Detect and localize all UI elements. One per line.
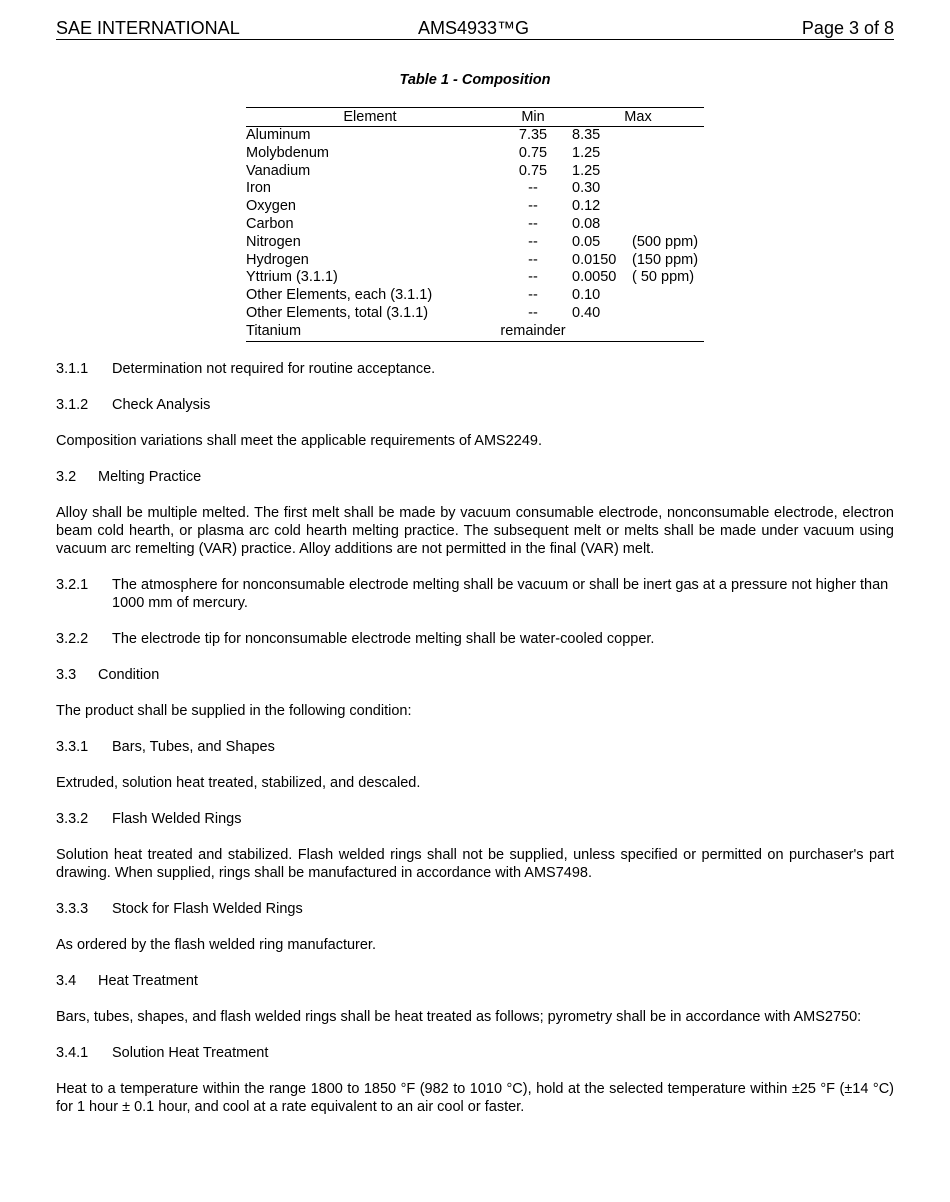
section-text: The atmosphere for nonconsumable electrode melting shall be vacuum or shall be inert gas at a pressure not higher than 1000 mm of mercury. <box>112 577 889 611</box>
ppm-cell: (500 ppm) <box>632 233 699 250</box>
max-cell: 1.25 <box>572 144 601 161</box>
paragraph-check-analysis: Composition variations shall meet the applicable requirements of AMS2249. <box>56 433 543 449</box>
element-cell: Aluminum <box>246 127 311 143</box>
section-number: 3.2.1 <box>56 577 89 593</box>
paragraph-solution-heat-treatment: Heat to a temperature within the range 1800 to 1850 °F (982 to 1010 °C), hold at the selected temperature within ±25 °F (±14 °C) for 1 hour ± 0.1 hour, and cool at a rate equivalent to an air cool or faster. <box>56 1081 894 1115</box>
column-header-min: Min <box>494 108 572 127</box>
composition-table <box>246 107 704 342</box>
element-cell: Hydrogen <box>246 251 309 268</box>
max-cell: 0.0050 <box>572 269 617 286</box>
section-3-1-2-heading <box>56 396 894 414</box>
section-title: Check Analysis <box>112 397 211 413</box>
section-title: Bars, Tubes, and Shapes <box>112 739 275 755</box>
max-cell <box>572 323 632 341</box>
min-cell: remainder <box>494 323 572 341</box>
ppm-cell <box>632 198 704 216</box>
min-cell: 0.75 <box>518 162 548 179</box>
column-header-element: Element <box>246 108 494 127</box>
max-cell: 0.40 <box>572 304 601 321</box>
table-row <box>246 216 704 234</box>
table-row <box>246 287 704 305</box>
ppm-cell <box>632 216 704 234</box>
ppm-cell <box>632 145 704 163</box>
paragraph-bars-tubes-shapes: Extruded, solution heat treated, stabilized, and descaled. <box>56 775 421 791</box>
ppm-cell: ( 50 ppm) <box>632 269 695 286</box>
element-cell: Nitrogen <box>246 233 301 250</box>
paragraph-flash-welded-rings: Solution heat treated and stabilized. Flash welded rings shall not be supplied, unless specified or permitted on purchaser's part drawing. When supplied, rings shall be manufactured in accordance with AMS7498. <box>56 847 894 881</box>
section-3-1-1 <box>56 360 894 378</box>
section-title: Condition <box>98 667 160 683</box>
max-cell: 0.10 <box>572 287 601 304</box>
document-body <box>56 360 894 1116</box>
min-cell: -- <box>528 180 538 197</box>
table-row <box>246 180 704 198</box>
section-3-3-1-heading <box>56 738 894 756</box>
min-cell: -- <box>528 215 538 232</box>
page-header <box>56 17 894 40</box>
max-cell: 8.35 <box>572 127 601 143</box>
min-cell: 7.35 <box>518 127 548 143</box>
max-cell: 0.12 <box>572 198 601 215</box>
section-3-3-heading <box>56 666 894 684</box>
table-row <box>246 234 704 252</box>
min-cell: 0.75 <box>518 144 548 161</box>
element-cell: Other Elements, each (3.1.1) <box>246 287 433 304</box>
table-header-row <box>246 108 704 127</box>
section-number: 3.3.1 <box>56 739 89 755</box>
ppm-cell <box>632 287 704 305</box>
table-row <box>246 269 704 287</box>
section-number: 3.4 <box>56 973 77 989</box>
table-row <box>246 163 704 181</box>
paragraph-condition: The product shall be supplied in the following condition: <box>56 703 412 719</box>
element-cell: Molybdenum <box>246 144 330 161</box>
section-number: 3.3 <box>56 667 77 683</box>
section-number: 3.3.2 <box>56 811 89 827</box>
section-3-2-heading <box>56 468 894 486</box>
section-3-4-1-heading <box>56 1044 894 1062</box>
min-cell: -- <box>528 269 538 286</box>
organization-name: SAE INTERNATIONAL <box>56 18 240 38</box>
table-row <box>246 305 704 323</box>
section-text: The electrode tip for nonconsumable electrode melting shall be water-cooled copper. <box>112 631 655 647</box>
section-title: Heat Treatment <box>98 973 198 989</box>
min-cell: -- <box>528 304 538 321</box>
element-cell: Yttrium (3.1.1) <box>246 269 338 286</box>
section-3-2-2 <box>56 630 894 648</box>
section-title: Flash Welded Rings <box>112 811 242 827</box>
section-number: 3.3.3 <box>56 901 89 917</box>
ppm-cell <box>632 323 704 341</box>
paragraph-heat-treatment: Bars, tubes, shapes, and flash welded rings shall be heat treated as follows; pyrometry shall be in accordance with AMS2750: <box>56 1009 862 1025</box>
section-3-4-heading <box>56 972 894 990</box>
section-number: 3.1.1 <box>56 361 89 377</box>
page-number: Page 3 of 8 <box>801 18 894 38</box>
section-3-3-2-heading <box>56 810 894 828</box>
element-cell: Oxygen <box>246 198 296 215</box>
max-cell: 0.0150 <box>572 251 617 268</box>
min-cell: -- <box>528 233 538 250</box>
max-cell: 0.08 <box>572 215 601 232</box>
max-cell: 0.05 <box>572 233 601 250</box>
max-cell: 0.30 <box>572 180 601 197</box>
max-cell: 1.25 <box>572 162 601 179</box>
element-cell: Other Elements, total (3.1.1) <box>246 304 429 321</box>
table-title: Table 1 - Composition <box>399 72 551 88</box>
section-number: 3.2.2 <box>56 631 89 647</box>
min-cell: -- <box>528 198 538 215</box>
min-cell: -- <box>528 251 538 268</box>
document-id: AMS4933™G <box>418 18 530 38</box>
section-number: 3.2 <box>56 469 77 485</box>
section-text: Determination not required for routine acceptance. <box>112 361 436 377</box>
element-cell: Vanadium <box>246 162 311 179</box>
ppm-cell <box>632 180 704 198</box>
table-row <box>246 127 704 145</box>
section-number: 3.4.1 <box>56 1045 89 1061</box>
ppm-cell <box>632 127 704 145</box>
table-row <box>246 145 704 163</box>
element-cell: Titanium <box>246 323 494 341</box>
table-row <box>246 323 704 341</box>
section-number: 3.1.2 <box>56 397 89 413</box>
ppm-cell <box>632 163 704 181</box>
section-3-2-1 <box>56 576 894 612</box>
paragraph-melting-practice: Alloy shall be multiple melted. The first melt shall be made by vacuum consumable electrode, nonconsumable electrode, electron beam cold hearth, or plasma arc cold hearth melting practice. The subsequent melt or melts shall be made under vacuum using vacuum arc remelting (VAR) practice. Alloy additions are not permitted in the final (VAR) melt. <box>56 505 894 557</box>
section-title: Melting Practice <box>98 469 202 485</box>
column-header-max: Max <box>572 108 704 127</box>
composition-table-body <box>246 127 704 342</box>
paragraph-stock: As ordered by the flash welded ring manufacturer. <box>56 937 376 953</box>
section-title: Solution Heat Treatment <box>112 1045 269 1061</box>
table-row <box>246 198 704 216</box>
min-cell: -- <box>528 287 538 304</box>
section-title: Stock for Flash Welded Rings <box>112 901 303 917</box>
table-row <box>246 252 704 270</box>
ppm-cell <box>632 305 704 323</box>
section-3-3-3-heading <box>56 900 894 918</box>
ppm-cell: (150 ppm) <box>632 251 699 268</box>
element-cell: Carbon <box>246 215 294 232</box>
element-cell: Iron <box>246 180 271 197</box>
